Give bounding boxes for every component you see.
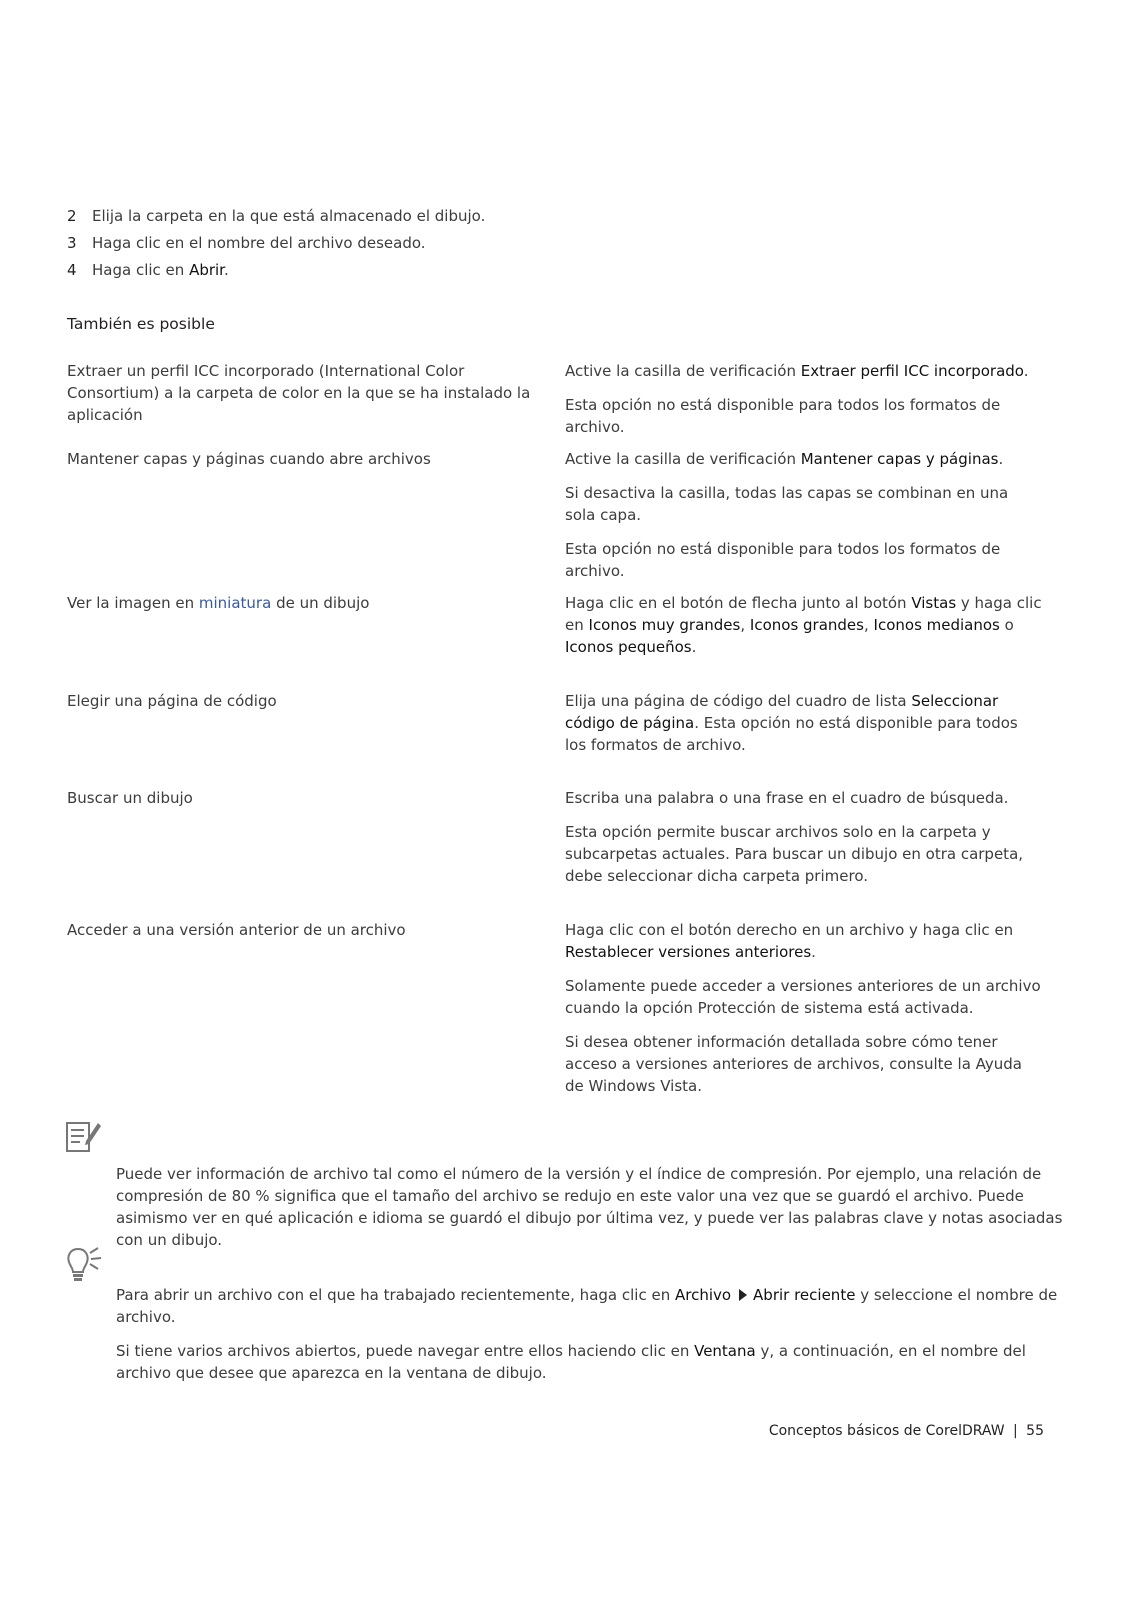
instruction-paragraph: Si desea obtener información detallada sobre cómo tener acceso a versiones anteriores de archivos, consulte la Ayuda de Windows Vista.	[565, 1033, 1022, 1095]
instruction-paragraph	[565, 919, 1043, 963]
option-row	[67, 690, 1067, 768]
lightbulb-icon	[64, 1245, 104, 1285]
step-text	[92, 259, 229, 281]
ui-term: Vistas	[911, 594, 957, 612]
step-item	[67, 258, 1067, 282]
note-icon	[64, 1117, 104, 1157]
tip-text: Si tiene varios archivos abiertos, puede navegar entre ellos haciendo clic en	[116, 1342, 695, 1360]
footer-title: Conceptos básicos de CorelDRAW	[768, 1423, 1005, 1439]
step-number: 2	[67, 207, 77, 225]
tip-text: y seleccione el nombre de archivo.	[116, 1286, 1058, 1326]
step-number: 3	[67, 234, 77, 252]
steps-list	[67, 204, 1067, 285]
step-number: 4	[67, 261, 77, 279]
instruction-text: ,	[740, 616, 750, 634]
instruction-paragraph: Esta opción permite buscar archivos solo en la carpeta y subcarpetas actuales. Para buscar un dibujo en otra carpeta, debe seleccionar dicha carpeta primero.	[565, 823, 1024, 885]
instruction-text: ,	[863, 616, 874, 634]
instruction-paragraph	[565, 448, 1043, 470]
tip-text: y, a continuación, en el nombre del archivo que desee que aparezca en la ventana de dibujo.	[116, 1342, 1026, 1382]
page-number: 55	[1026, 1423, 1044, 1439]
tip-paragraph	[116, 1284, 1066, 1328]
ui-term: Iconos medianos	[873, 616, 1000, 634]
option-instructions	[565, 448, 1043, 594]
step-text: Haga clic en el nombre del archivo deseado.	[92, 234, 426, 252]
instruction-paragraph	[565, 360, 1043, 382]
option-task: Elegir una página de código	[67, 692, 277, 710]
instruction-paragraph: Solamente puede acceder a versiones anteriores de un archivo cuando la opción Protección de sistema está activada.	[565, 977, 1041, 1017]
option-instructions	[565, 919, 1043, 1109]
option-task: Mantener capas y páginas cuando abre archivos	[67, 450, 431, 468]
option-instructions	[565, 690, 1043, 768]
step-text-before: Haga clic en	[92, 261, 190, 279]
option-task	[67, 592, 565, 670]
tip-box	[116, 1284, 1066, 1396]
tip-text: Para abrir un archivo con el que ha trabajado recientemente, haga clic en	[116, 1286, 675, 1304]
instruction-text: .	[811, 943, 816, 961]
instruction-text: Haga clic con el botón derecho en un archivo y haga clic en	[565, 921, 1014, 939]
instruction-text: Active la casilla de verificación	[565, 362, 801, 380]
ui-term: Iconos pequeños	[565, 638, 692, 656]
tip-paragraph	[116, 1340, 1066, 1384]
instruction-text: . Esta opción no está disponible para todos los formatos de archivo.	[565, 714, 1018, 754]
instruction-text: y haga clic en	[565, 594, 1042, 634]
option-row	[67, 448, 1067, 594]
ui-term: Iconos muy grandes	[588, 616, 741, 634]
instruction-paragraph: Esta opción no está disponible para todos los formatos de archivo.	[565, 396, 1001, 436]
step-item	[67, 231, 1067, 255]
step-text-after: .	[223, 261, 229, 279]
instruction-text: Elija una página de código del cuadro de lista	[565, 692, 912, 710]
instruction-paragraph	[565, 592, 1043, 658]
task-text: de un dibujo	[271, 594, 370, 612]
option-row	[67, 592, 1067, 670]
glossary-link-miniatura[interactable]: miniatura	[198, 594, 272, 612]
instruction-paragraph: Si desactiva la casilla, todas las capas se combinan en una sola capa.	[565, 484, 1009, 524]
footer-separator: |	[1013, 1423, 1018, 1439]
page-footer	[769, 1420, 1044, 1442]
menu-term-ventana: Ventana	[694, 1342, 756, 1360]
ui-term: Restablecer versiones anteriores	[565, 943, 812, 961]
ui-term: Iconos grandes	[749, 616, 864, 634]
step-text: Elija la carpeta en la que está almacenado el dibujo.	[92, 207, 486, 225]
menu-term-archivo: Archivo	[674, 1286, 732, 1304]
instruction-text: .	[1023, 362, 1029, 380]
ui-term: Seleccionar código de página	[565, 692, 999, 732]
task-text: Ver la imagen en	[67, 594, 199, 612]
option-task: Extraer un perfil ICC incorporado (International Color Consortium) a la carpeta de color en la que se ha instalado la aplicación	[67, 362, 531, 424]
option-row	[67, 787, 1067, 899]
option-task: Acceder a una versión anterior de un archivo	[67, 921, 406, 939]
option-row	[67, 360, 1067, 450]
instruction-text: o	[999, 616, 1014, 634]
instruction-text: Haga clic en el botón de flecha junto al botón	[565, 594, 912, 612]
step-item	[67, 204, 1067, 228]
instruction-text: .	[998, 450, 1004, 468]
note-text: Puede ver información de archivo tal como el número de la versión y el índice de compresión. Por ejemplo, una relación de compresión de 80 % significa que el tamaño del archivo se redujo en este valor una vez que se guardó el archivo. Puede asimismo ver en qué aplicación e idioma se guardó el dibujo por última vez, y puede ver las palabras clave y notas asociadas con un dibujo.	[116, 1165, 1063, 1249]
instruction-paragraph: Escriba una palabra o una frase en el cuadro de búsqueda.	[565, 789, 1009, 807]
instruction-paragraph: Esta opción no está disponible para todos los formatos de archivo.	[565, 540, 1001, 580]
menu-term-abrir-reciente: Abrir reciente	[753, 1286, 856, 1304]
option-instructions	[565, 787, 1043, 899]
option-row	[67, 919, 1067, 1109]
instruction-text: Active la casilla de verificación	[565, 450, 801, 468]
ui-term: Mantener capas y páginas	[800, 450, 999, 468]
ui-term: Extraer perfil ICC incorporado	[800, 362, 1024, 380]
also-possible-heading: También es posible	[67, 315, 215, 333]
ui-term-abrir: Abrir	[189, 261, 224, 279]
instruction-paragraph	[565, 690, 1043, 756]
menu-arrow-icon	[739, 1289, 747, 1301]
option-instructions	[565, 360, 1043, 450]
option-instructions	[565, 592, 1043, 670]
option-task: Buscar un dibujo	[67, 789, 193, 807]
instruction-text: .	[691, 638, 697, 656]
